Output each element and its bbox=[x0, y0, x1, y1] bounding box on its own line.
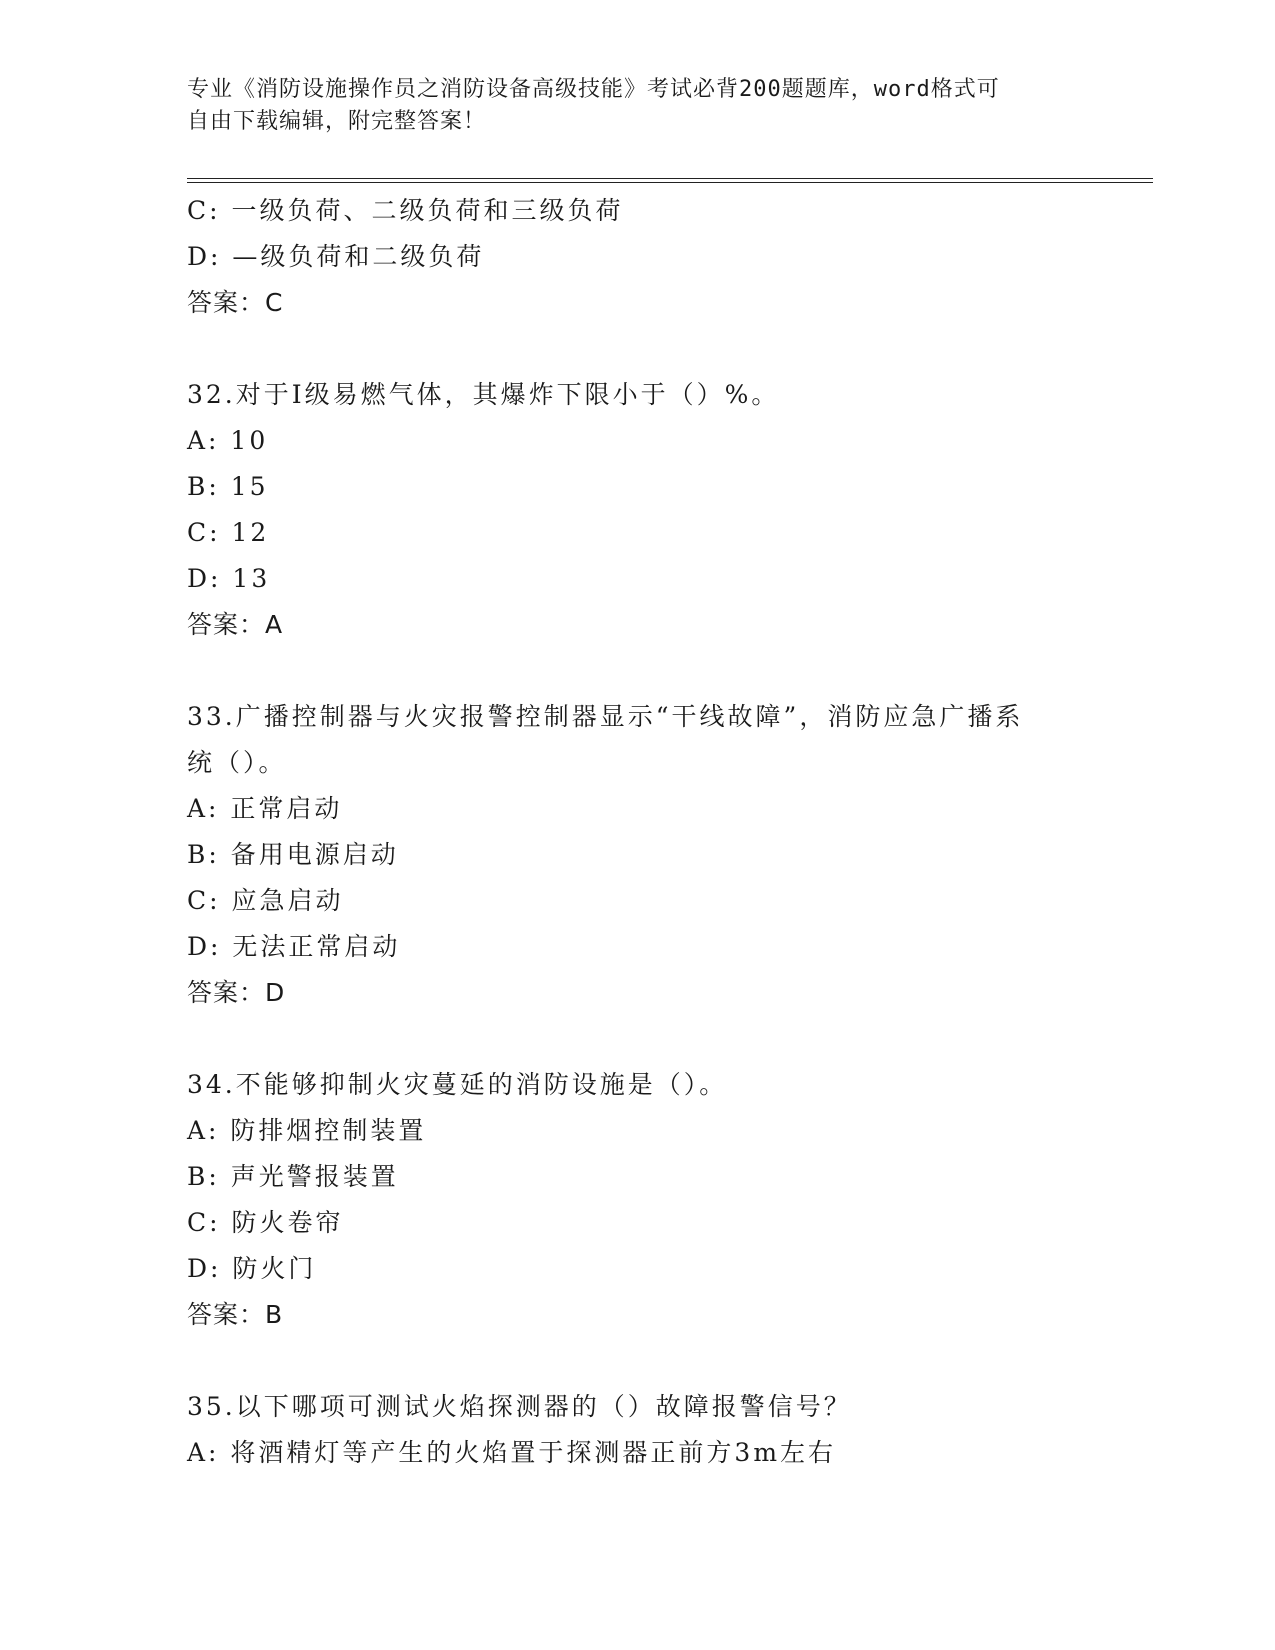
spacer bbox=[187, 1338, 1087, 1384]
option-b: B: 备用电源启动 bbox=[187, 840, 399, 869]
question-stem-continued: 统（）。 bbox=[187, 748, 287, 777]
question-block-31 bbox=[187, 188, 1087, 326]
question-stem: 32.对于Ⅰ级易燃气体，其爆炸下限小于（）%。 bbox=[187, 380, 780, 409]
header-line-1: 专业《消防设施操作员之消防设备高级技能》考试必背200题题库，word格式可 bbox=[187, 77, 1000, 102]
spacer bbox=[187, 1016, 1087, 1062]
option-a: A: 防排烟控制装置 bbox=[187, 1116, 427, 1145]
option-b: B: 声光警报装置 bbox=[187, 1162, 399, 1191]
question-block-34 bbox=[187, 1062, 1087, 1338]
answer-line: 答案：A bbox=[187, 610, 284, 639]
option-a: A: 10 bbox=[187, 426, 269, 455]
spacer bbox=[187, 326, 1087, 372]
option-c: C: 防火卷帘 bbox=[187, 1208, 344, 1237]
question-block-35 bbox=[187, 1384, 1087, 1476]
header-divider-bottom bbox=[187, 182, 1153, 183]
question-list bbox=[187, 188, 1087, 1476]
document-header bbox=[187, 74, 1087, 138]
answer-line: 答案：B bbox=[187, 1300, 284, 1329]
option-c: C: 一级负荷、二级负荷和三级负荷 bbox=[187, 196, 624, 225]
question-stem: 34.不能够抑制火灾蔓延的消防设施是（）。 bbox=[187, 1070, 728, 1099]
option-a: A: 将酒精灯等产生的火焰置于探测器正前方3m左右 bbox=[187, 1438, 837, 1467]
question-stem: 33.广播控制器与火灾报警控制器显示“干线故障”，消防应急广播系 bbox=[187, 702, 1024, 731]
answer-line: 答案：C bbox=[187, 288, 284, 317]
spacer bbox=[187, 648, 1087, 694]
question-block-32 bbox=[187, 372, 1087, 648]
question-stem: 35.以下哪项可测试火焰探测器的（）故障报警信号？ bbox=[187, 1392, 852, 1421]
option-a: A: 正常启动 bbox=[187, 794, 343, 823]
question-block-33 bbox=[187, 694, 1087, 1016]
option-d: D: 防火门 bbox=[187, 1254, 317, 1283]
option-d: D: —级负荷和二级负荷 bbox=[187, 242, 485, 271]
header-line-2: 自由下载编辑，附完整答案！ bbox=[187, 109, 487, 134]
option-d: D: 13 bbox=[187, 564, 271, 593]
option-b: B: 15 bbox=[187, 472, 269, 501]
option-d: D: 无法正常启动 bbox=[187, 932, 401, 961]
answer-line: 答案：D bbox=[187, 978, 286, 1007]
option-c: C: 应急启动 bbox=[187, 886, 344, 915]
header-divider-top bbox=[187, 178, 1153, 179]
option-c: C: 12 bbox=[187, 518, 270, 547]
